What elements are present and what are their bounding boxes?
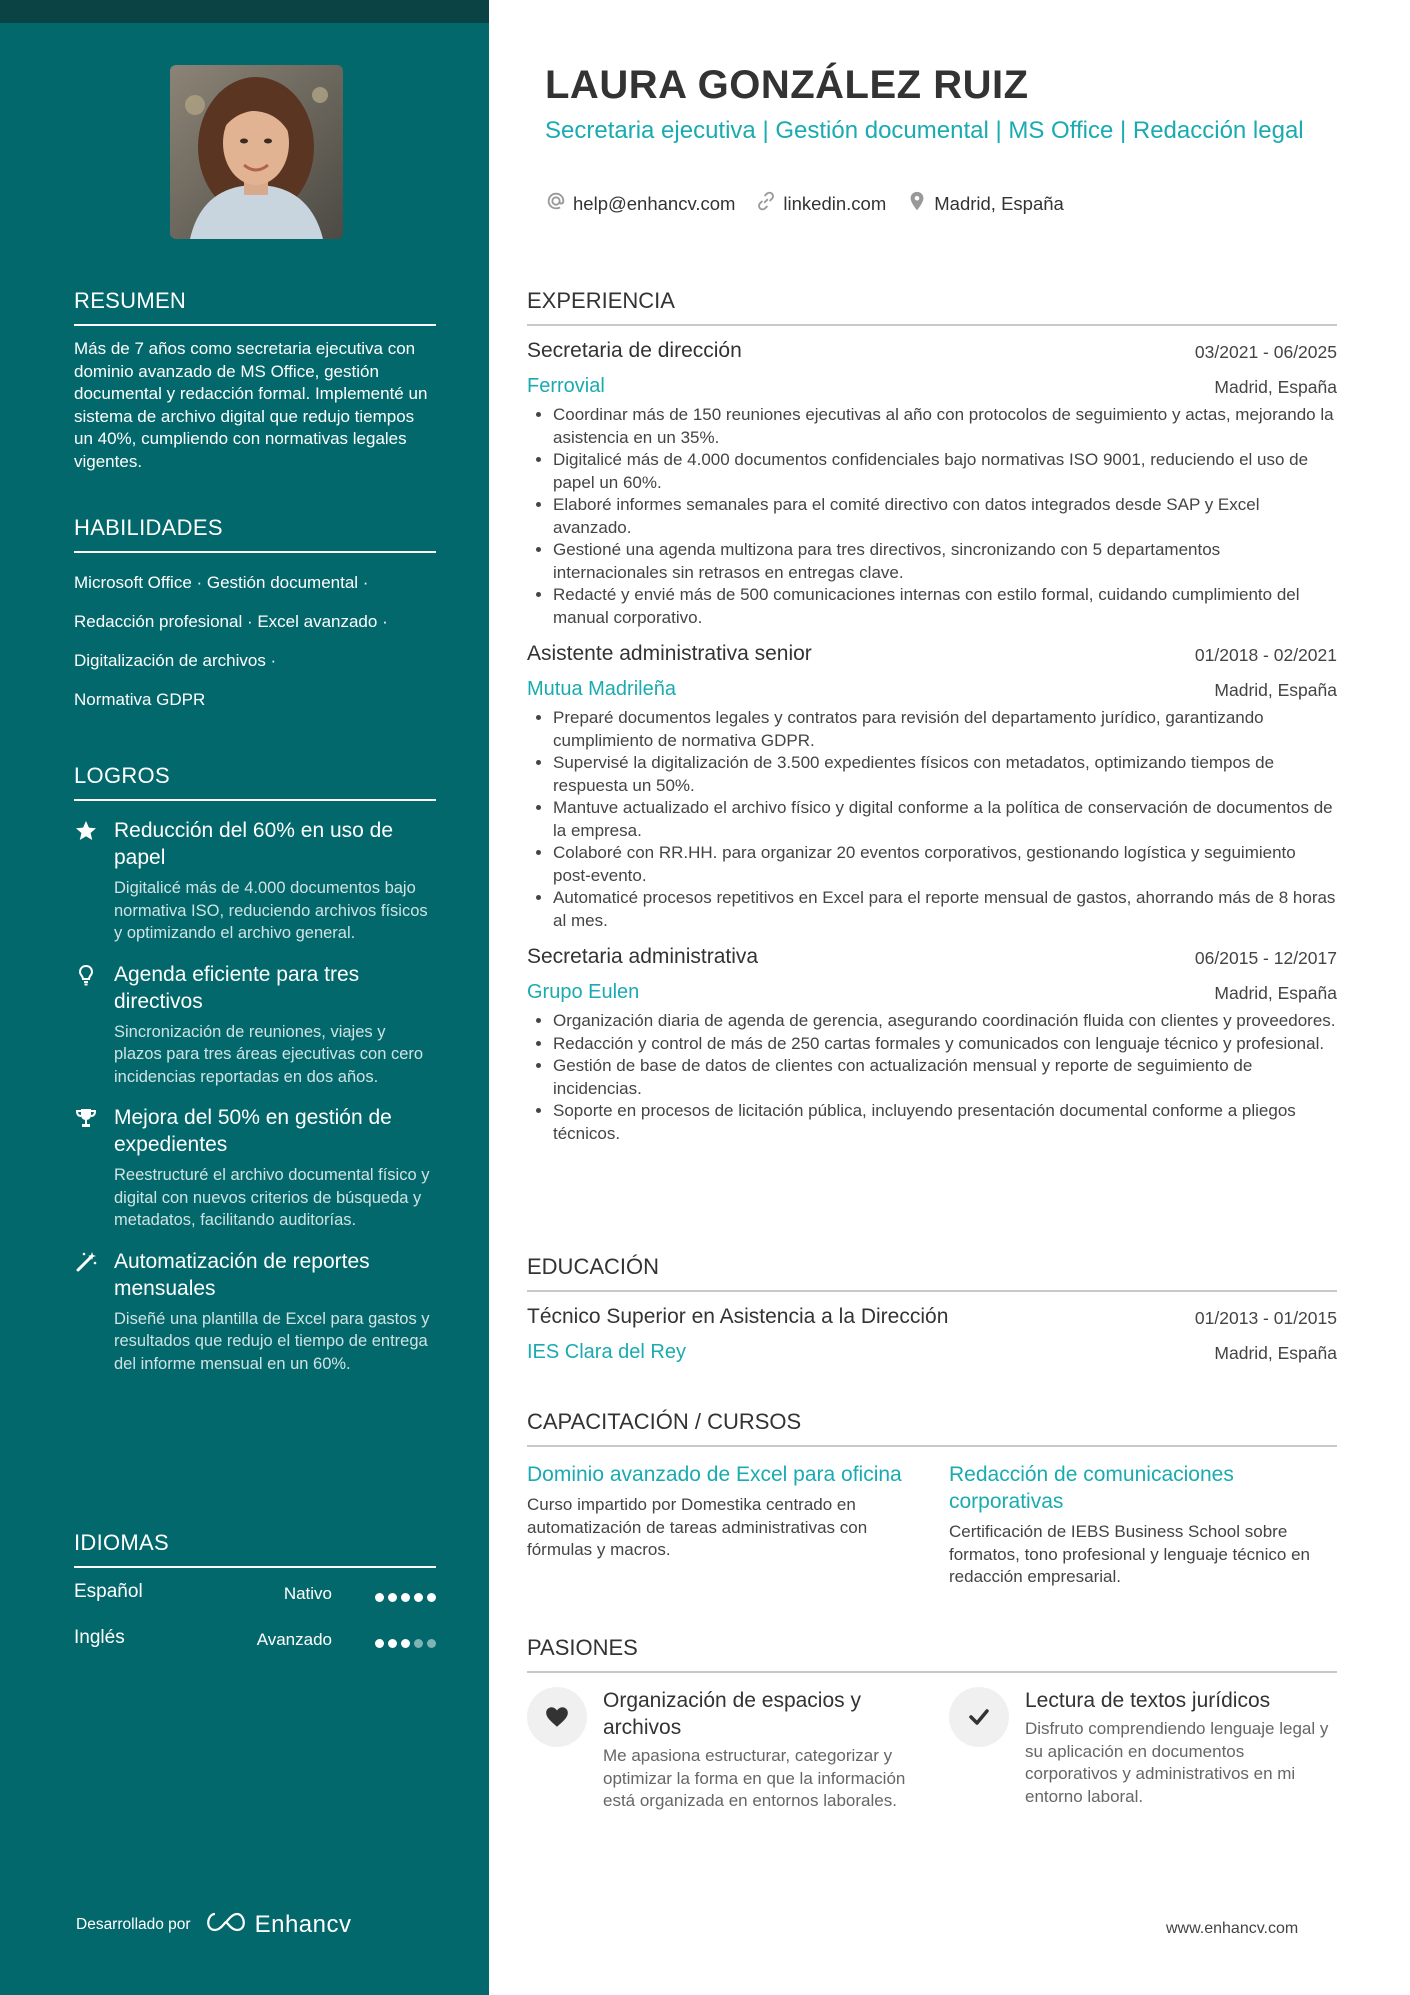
summary-section bbox=[74, 288, 436, 473]
job-bullets bbox=[527, 707, 1337, 932]
checkmark-icon bbox=[949, 1687, 1009, 1747]
rating-dot-filled bbox=[375, 1593, 384, 1602]
job-company: Grupo Eulen bbox=[527, 981, 640, 1003]
job-bullet: • Supervisé la digitalización de 3.500 expedientes físicos con metadatos, optimizando tiempos de respuesta un 50%. bbox=[553, 752, 1337, 797]
job-bullet: • Digitalicé más de 4.000 documentos confidenciales bajo normativas ISO 9001, reduciendo el uso de papel un 60%. bbox=[553, 449, 1337, 494]
job-bullet: • Preparé documentos legales y contratos para revisión del departamento jurídico, garantizando cumplimiento de normativa GDPR. bbox=[553, 707, 1337, 752]
job-bullet: • Colaboré con RR.HH. para organizar 20 eventos corporativos, gestionando logística y seguimiento post-evento. bbox=[553, 842, 1337, 887]
achievement-title: Reducción del 60% en uso de papel bbox=[114, 819, 394, 869]
passions-section bbox=[527, 1635, 1337, 1813]
job-bullet: • Mantuve actualizado el archivo físico y digital conforme a la política de conservación de documentos de la empresa. bbox=[553, 797, 1337, 842]
job-location: Madrid, España bbox=[1214, 377, 1337, 397]
job-entry bbox=[527, 336, 1337, 629]
job-bullet: • Automaticé procesos repetitivos en Excel para el reporte mensual de gastos, ahorrando más de 8 horas al mes. bbox=[553, 887, 1337, 932]
job-bullet: • Gestión de base de datos de clientes con actualización mensual y reporte de seguimiento de incidencias. bbox=[553, 1055, 1337, 1100]
job-title: Secretaria administrativa bbox=[527, 945, 759, 968]
job-bullets bbox=[527, 404, 1337, 629]
language-rating bbox=[371, 1586, 436, 1608]
school-name: IES Clara del Rey bbox=[527, 1341, 686, 1363]
job-bullet: • Coordinar más de 150 reuniones ejecutivas al año con protocolos de seguimiento y actas, mejorando la asistencia en un 35%. bbox=[553, 404, 1337, 449]
language-row bbox=[74, 1614, 436, 1660]
skills-title: HABILIDADES bbox=[74, 515, 436, 553]
job-company: Mutua Madrileña bbox=[527, 678, 676, 700]
experience-title: EXPERIENCIA bbox=[527, 288, 1337, 326]
location-contact bbox=[906, 190, 1064, 217]
rating-dot-filled bbox=[388, 1593, 397, 1602]
achievement-item bbox=[74, 817, 436, 945]
job-dates: 03/2021 - 06/2025 bbox=[1194, 342, 1337, 362]
job-bullet: • Soporte en procesos de licitación pública, incluyendo presentación documental conforme a pliegos técnicos. bbox=[553, 1100, 1337, 1145]
rating-dot-filled bbox=[375, 1639, 384, 1648]
course-desc: Certificación de IEBS Business School sobre formatos, tono profesional y lenguaje técnico en redacción empresarial. bbox=[949, 1522, 1311, 1586]
rating-dot-filled bbox=[401, 1639, 410, 1648]
passion-desc: Me apasiona estructurar, categorizar y optimizar la forma en que la información está organizada en entornos laborales. bbox=[603, 1746, 906, 1810]
course-desc: Curso impartido por Domestika centrado en automatización de tareas administrativas con fórmulas y macros. bbox=[527, 1495, 868, 1559]
job-bullet: • Redacté y envié más de 500 comunicaciones internas con estilo formal, cuidando cumplimiento del manual corporativo. bbox=[553, 584, 1337, 629]
language-rating bbox=[371, 1632, 436, 1654]
developed-by-label: Desarrollado por bbox=[76, 1915, 191, 1933]
candidate-name: LAURA GONZÁLEZ RUIZ bbox=[545, 63, 1029, 107]
job-location: Madrid, España bbox=[1214, 983, 1337, 1003]
rating-dot-empty bbox=[427, 1639, 436, 1648]
magic-wand-icon bbox=[74, 1250, 100, 1276]
skills-section bbox=[74, 515, 436, 719]
achievement-item bbox=[74, 1248, 436, 1376]
link-icon bbox=[755, 190, 783, 217]
degree-title: Técnico Superior en Asistencia a la Dirección bbox=[527, 1305, 949, 1328]
skills-line: Redacción profesional · Excel avanzado · bbox=[74, 612, 388, 631]
email-contact[interactable] bbox=[545, 190, 735, 217]
achievement-desc: Reestructuré el archivo documental físico y digital con nuevos criterios de búsqueda y metadatos, facilitando auditorías. bbox=[114, 1166, 430, 1229]
contact-row bbox=[545, 190, 1084, 217]
achievement-desc: Diseñé una plantilla de Excel para gastos y resultados que redujo el tiempo de entrega del informe mensual en un 60%. bbox=[114, 1309, 430, 1373]
achievement-item bbox=[74, 961, 436, 1089]
passion-title: Organización de espacios y archivos bbox=[603, 1689, 861, 1739]
achievements-title: LOGROS bbox=[74, 763, 436, 801]
linkedin-contact[interactable] bbox=[755, 190, 886, 217]
job-title: Asistente administrativa senior bbox=[527, 642, 812, 665]
achievements-section bbox=[74, 763, 436, 1375]
job-bullet: • Gestioné una agenda multizona para tres directivos, sincronizando con 5 departamentos internacionales sin retrasos en entregas clave. bbox=[553, 539, 1337, 584]
email-text: help@enhancv.com bbox=[573, 192, 736, 214]
job-dates: 01/2018 - 02/2021 bbox=[1194, 645, 1337, 665]
achievement-title: Agenda eficiente para tres directivos bbox=[114, 962, 360, 1013]
trophy-icon bbox=[74, 1106, 100, 1132]
language-name: Español bbox=[74, 1581, 143, 1602]
skills-line: Normativa GDPR bbox=[74, 690, 206, 709]
rating-dot-empty bbox=[414, 1639, 423, 1648]
sidebar bbox=[0, 0, 489, 1995]
star-icon bbox=[74, 819, 100, 845]
rating-dot-filled bbox=[414, 1593, 423, 1602]
job-bullet: • Elaboré informes semanales para el comité directivo con datos integrados desde SAP y Excel avanzado. bbox=[553, 494, 1337, 539]
job-bullet: • Organización diaria de agenda de gerencia, asegurando coordinación fluida con clientes y proveedores. bbox=[553, 1010, 1337, 1033]
course-item bbox=[949, 1461, 1337, 1589]
language-name: Inglés bbox=[74, 1627, 125, 1648]
passion-item bbox=[527, 1687, 915, 1813]
at-icon bbox=[545, 190, 573, 217]
passion-desc: Disfruto comprendiendo lenguaje legal y su aplicación en documentos corporativos y administrativos en mi entorno laboral. bbox=[1025, 1719, 1329, 1806]
language-level: Avanzado bbox=[256, 1630, 332, 1649]
summary-text: Más de 7 años como secretaria ejecutiva con dominio avanzado de MS Office, gestión documental y redacción formal. Implementé un sistema de archivo digital que redujo tiempos un 40%, cumpliendo con normativas legales vigentes. bbox=[74, 339, 428, 471]
headline: Secretaria ejecutiva | Gestión documental | MS Office | Redacción legal bbox=[545, 117, 1304, 144]
education-location: Madrid, España bbox=[1214, 1343, 1337, 1363]
course-title: Dominio avanzado de Excel para oficina bbox=[527, 1463, 902, 1486]
education-entry bbox=[527, 1302, 1337, 1370]
achievement-title: Mejora del 50% en gestión de expedientes bbox=[114, 1106, 392, 1156]
website-link[interactable]: www.enhancv.com bbox=[1166, 1920, 1299, 1937]
enhancv-brand: Enhancv bbox=[254, 1910, 352, 1938]
location-text: Madrid, España bbox=[934, 192, 1064, 214]
course-item bbox=[527, 1461, 915, 1589]
language-level: Nativo bbox=[283, 1584, 332, 1603]
rating-dot-filled bbox=[388, 1639, 397, 1648]
languages-section bbox=[74, 1530, 436, 1660]
skills-list bbox=[74, 563, 436, 719]
achievement-desc: Digitalicé más de 4.000 documentos bajo normativa ISO, reduciendo archivos físicos y optimizando el archivo general. bbox=[114, 879, 428, 942]
passion-item bbox=[949, 1687, 1337, 1813]
job-company: Ferrovial bbox=[527, 375, 605, 397]
rating-dot-filled bbox=[401, 1593, 410, 1602]
job-entry bbox=[527, 639, 1337, 932]
courses-title: CAPACITACIÓN / CURSOS bbox=[527, 1409, 1337, 1447]
education-section bbox=[527, 1254, 1337, 1370]
job-dates: 06/2015 - 12/2017 bbox=[1194, 948, 1337, 968]
achievement-item bbox=[74, 1104, 436, 1232]
education-dates: 01/2013 - 01/2015 bbox=[1194, 1308, 1337, 1328]
linkedin-text: linkedin.com bbox=[783, 192, 887, 214]
summary-title: RESUMEN bbox=[74, 288, 436, 326]
heart-icon bbox=[527, 1687, 587, 1747]
sidebar-footer bbox=[76, 1910, 352, 1939]
experience-section bbox=[527, 288, 1337, 1145]
courses-section bbox=[527, 1409, 1337, 1589]
passions-title: PASIONES bbox=[527, 1635, 1337, 1673]
rating-dot-filled bbox=[427, 1593, 436, 1602]
location-pin-icon bbox=[906, 190, 934, 217]
passion-title: Lectura de textos jurídicos bbox=[1025, 1689, 1271, 1712]
job-entry bbox=[527, 942, 1337, 1145]
job-bullet: • Redacción y control de más de 250 cartas formales y comunicados con lenguaje técnico y profesional. bbox=[553, 1033, 1337, 1056]
lightbulb-icon bbox=[74, 963, 100, 989]
skills-line: Digitalización de archivos · bbox=[74, 651, 277, 670]
profile-photo bbox=[170, 65, 343, 239]
languages-title: IDIOMAS bbox=[74, 1530, 436, 1568]
language-row bbox=[74, 1568, 436, 1614]
enhancv-logo-icon bbox=[203, 1910, 249, 1939]
course-title: Redacción de comunicaciones corporativas bbox=[949, 1463, 1234, 1513]
skills-line: Microsoft Office · Gestión documental · bbox=[74, 573, 369, 592]
achievement-desc: Sincronización de reuniones, viajes y plazos para tres áreas ejecutivas con cero incidencias reportadas en dos años. bbox=[114, 1022, 424, 1086]
sidebar-top-bar bbox=[0, 0, 489, 23]
job-title: Secretaria de dirección bbox=[527, 339, 742, 362]
job-location: Madrid, España bbox=[1214, 680, 1337, 700]
education-title: EDUCACIÓN bbox=[527, 1254, 1337, 1292]
achievement-title: Automatización de reportes mensuales bbox=[114, 1249, 370, 1300]
job-bullets bbox=[527, 1010, 1337, 1145]
